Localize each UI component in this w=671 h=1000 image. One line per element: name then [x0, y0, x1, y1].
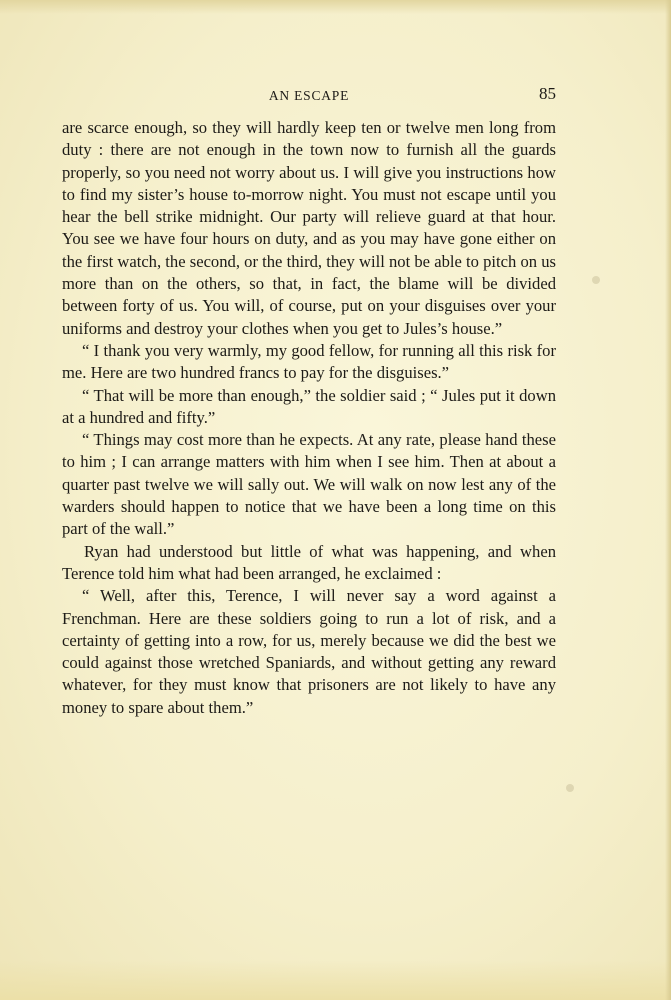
paper-speck — [566, 784, 574, 792]
paragraph: “ I thank you very warmly, my good fellow, for running all this risk for me. Here are two hundred francs to pay for the disguises.” — [62, 340, 556, 383]
paragraph: are scarce enough, so they will hardly keep ten or twelve men long from duty : there are not enough in the town now to furnish all the guards properly, so you need not worry about us. I will give you instructions how to find my sister’s house to-morrow night. You must not escape until you hear the bell strike midnight. Our party will relieve guard at that hour. You see we have four hours on duty, and as you may have gone either on the first watch, the second, or the third, they will not be able to pitch on us more than on the others, so that, in fact, the blame will be divided between forty of us. You will, of course, put on your disguises over your uniforms and destroy your clothes when you get to Jules’s house.” — [62, 118, 556, 338]
paragraph: “ That will be more than enough,” the soldier said ; “ Jules put it down at a hundred and fifty.” — [62, 385, 556, 427]
paper-speck — [592, 276, 600, 284]
running-head — [62, 86, 556, 106]
paragraph: “ Well, after this, Terence, I will never say a word against a Frenchman. Here are these soldiers going to run a lot of risk, and a certainty of getting into a row, for us, merely because we did the best we could against those wretched Spaniards, and without getting any reward whatever, for they must know that prisoners are not likely to have any money to spare about them.” — [62, 586, 556, 717]
paragraph: Ryan had understood but little of what was happening, and when Terence told him what had been arranged, he exclaimed : — [62, 541, 556, 583]
body-text — [62, 117, 556, 719]
page-right-edge — [665, 0, 671, 1000]
page-number: 85 — [539, 84, 556, 103]
page-top-shadow — [0, 0, 671, 14]
page-bottom-shadow — [0, 960, 671, 1000]
paragraph: “ Things may cost more than he expects. At any rate, please hand these to him ; I can arrange matters with him when I see him. Then at about a quarter past twelve we will sally out. We will walk on now lest any of the warders should happen to notice that we have been a long time on this part of the wall.” — [62, 430, 556, 539]
running-title: AN ESCAPE — [268, 88, 350, 103]
